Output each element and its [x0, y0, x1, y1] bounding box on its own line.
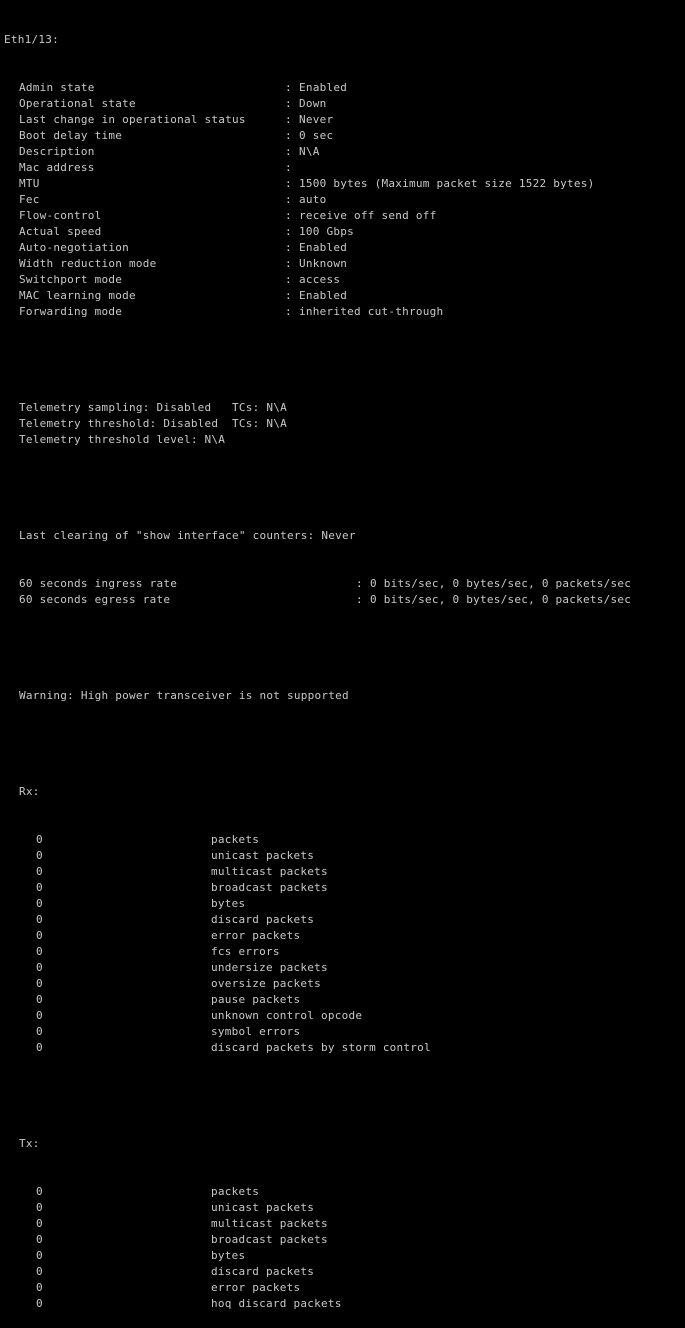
counter-row: [4, 1232, 685, 1248]
counter-label: multicast packets: [211, 1217, 328, 1230]
counter-row: [4, 992, 685, 1008]
counter-row: [4, 832, 685, 848]
property-separator: :: [285, 289, 292, 302]
property-value: Enabled: [299, 289, 348, 302]
counter-label: discard packets: [211, 1265, 315, 1278]
property-name: Fec: [19, 193, 40, 206]
property-row: [4, 128, 685, 144]
property-value: N\A: [299, 145, 320, 158]
counter-label: broadcast packets: [211, 1233, 328, 1246]
property-value: 0 sec: [299, 129, 334, 142]
property-row: [4, 80, 685, 96]
counter-value: 0: [36, 1201, 43, 1214]
counter-label: unknown control opcode: [211, 1009, 363, 1022]
counter-row: [4, 960, 685, 976]
counter-label: discard packets by storm control: [211, 1041, 431, 1054]
counter-row: [4, 976, 685, 992]
interface-properties: [4, 80, 685, 320]
property-name: Auto-negotiation: [19, 241, 129, 254]
property-name: Last change in operational status: [19, 113, 246, 126]
property-separator: :: [285, 113, 292, 126]
counter-value: 0: [36, 961, 43, 974]
terminal-output[interactable]: [4, 0, 685, 1310]
counters-clear-line: Last clearing of "show interface" counters: Never: [19, 529, 356, 542]
property-row: [4, 256, 685, 272]
counter-label: symbol errors: [211, 1025, 301, 1038]
rate-name: 60 seconds egress rate: [19, 593, 171, 606]
property-value: Unknown: [299, 257, 348, 270]
blank-line: [4, 480, 685, 496]
property-value: access: [299, 273, 341, 286]
counter-row: [4, 1200, 685, 1216]
property-name: MAC learning mode: [19, 289, 136, 302]
counter-label: fcs errors: [211, 945, 280, 958]
property-separator: :: [285, 257, 292, 270]
counter-row: [4, 1024, 685, 1040]
counter-label: hoq discard packets: [211, 1297, 342, 1310]
property-name: Flow-control: [19, 209, 102, 222]
counter-label: packets: [211, 1185, 260, 1198]
property-value: auto: [299, 193, 327, 206]
property-separator: :: [285, 161, 292, 174]
property-name: Admin state: [19, 81, 95, 94]
counter-value: 0: [36, 881, 43, 894]
counter-value: 0: [36, 913, 43, 926]
property-separator: :: [285, 145, 292, 158]
property-value: 1500 bytes (Maximum packet size 1522 bytes): [299, 177, 595, 190]
counter-label: error packets: [211, 1281, 301, 1294]
blank-line: [4, 736, 685, 752]
property-separator: :: [285, 177, 292, 190]
property-value: Never: [299, 113, 334, 126]
counter-row: [4, 880, 685, 896]
counter-row: [4, 912, 685, 928]
telemetry-line: Telemetry threshold level: N\A: [19, 433, 226, 446]
property-row: [4, 160, 685, 176]
property-row: [4, 144, 685, 160]
property-row: [4, 288, 685, 304]
counter-value: 0: [36, 1281, 43, 1294]
counter-row: [4, 1216, 685, 1232]
property-name: Mac address: [19, 161, 95, 174]
property-row: [4, 208, 685, 224]
counter-label: unicast packets: [211, 1201, 315, 1214]
property-separator: :: [285, 225, 292, 238]
counter-row: [4, 1296, 685, 1312]
counter-value: 0: [36, 945, 43, 958]
property-separator: :: [285, 209, 292, 222]
property-separator: :: [285, 273, 292, 286]
counter-value: 0: [36, 929, 43, 942]
counter-label: packets: [211, 833, 260, 846]
property-separator: :: [285, 241, 292, 254]
property-name: Width reduction mode: [19, 257, 157, 270]
rates-section: [4, 576, 685, 608]
property-name: Boot delay time: [19, 129, 123, 142]
counter-value: 0: [36, 1185, 43, 1198]
rate-value: 0 bits/sec, 0 bytes/sec, 0 packets/sec: [370, 593, 632, 606]
rate-name: 60 seconds ingress rate: [19, 577, 178, 590]
rx-counters: [4, 832, 685, 1056]
counter-value: 0: [36, 1009, 43, 1022]
rate-row: [4, 576, 685, 592]
counter-row: [4, 1040, 685, 1056]
property-row: [4, 240, 685, 256]
counter-value: 0: [36, 849, 43, 862]
property-row: [4, 96, 685, 112]
telemetry-line: Telemetry threshold: Disabled TCs: N\A: [19, 417, 288, 430]
counter-label: pause packets: [211, 993, 301, 1006]
tx-header: Tx:: [19, 1137, 40, 1150]
property-separator: :: [285, 193, 292, 206]
counter-label: bytes: [211, 897, 246, 910]
property-name: Description: [19, 145, 95, 158]
counter-row: [4, 1008, 685, 1024]
counter-value: 0: [36, 1265, 43, 1278]
property-value: 100 Gbps: [299, 225, 354, 238]
counter-value: 0: [36, 1217, 43, 1230]
tx-counters: [4, 1184, 685, 1312]
counter-value: 0: [36, 993, 43, 1006]
property-row: [4, 192, 685, 208]
counter-label: multicast packets: [211, 865, 328, 878]
counter-value: 0: [36, 1041, 43, 1054]
warning-message: Warning: High power transceiver is not supported: [19, 689, 349, 702]
counter-row: [4, 848, 685, 864]
property-separator: :: [285, 305, 292, 318]
blank-line: [4, 1088, 685, 1104]
counter-value: 0: [36, 1233, 43, 1246]
property-row: [4, 224, 685, 240]
property-row: [4, 304, 685, 320]
counter-value: 0: [36, 833, 43, 846]
property-separator: :: [285, 97, 292, 110]
counter-row: [4, 1264, 685, 1280]
property-name: Forwarding mode: [19, 305, 123, 318]
counter-row: [4, 1248, 685, 1264]
property-value: inherited cut-through: [299, 305, 444, 318]
property-value: Enabled: [299, 241, 348, 254]
counter-row: [4, 864, 685, 880]
property-separator: :: [285, 129, 292, 142]
property-value: Enabled: [299, 81, 348, 94]
property-name: Switchport mode: [19, 273, 123, 286]
counter-row: [4, 1184, 685, 1200]
property-name: MTU: [19, 177, 40, 190]
property-name: Actual speed: [19, 225, 102, 238]
rx-header: Rx:: [19, 785, 40, 798]
counter-label: error packets: [211, 929, 301, 942]
telemetry-line: Telemetry sampling: Disabled TCs: N\A: [19, 401, 288, 414]
counter-value: 0: [36, 1249, 43, 1262]
blank-line: [4, 640, 685, 656]
counter-value: 0: [36, 977, 43, 990]
counter-value: 0: [36, 1297, 43, 1310]
counter-label: broadcast packets: [211, 881, 328, 894]
blank-line: [4, 352, 685, 368]
counter-label: discard packets: [211, 913, 315, 926]
property-value: receive off send off: [299, 209, 437, 222]
property-separator: :: [285, 81, 292, 94]
counter-label: bytes: [211, 1249, 246, 1262]
rate-separator: :: [356, 577, 363, 590]
counter-value: 0: [36, 865, 43, 878]
rate-row: [4, 592, 685, 608]
counter-row: [4, 896, 685, 912]
counter-value: 0: [36, 897, 43, 910]
counter-row: [4, 928, 685, 944]
property-name: Operational state: [19, 97, 136, 110]
property-row: [4, 112, 685, 128]
counter-row: [4, 944, 685, 960]
rate-value: 0 bits/sec, 0 bytes/sec, 0 packets/sec: [370, 577, 632, 590]
counter-row: [4, 1280, 685, 1296]
counter-label: oversize packets: [211, 977, 321, 990]
property-row: [4, 272, 685, 288]
property-value: Down: [299, 97, 327, 110]
telemetry-section: [4, 400, 685, 448]
counter-label: undersize packets: [211, 961, 328, 974]
property-row: [4, 176, 685, 192]
counter-value: 0: [36, 1025, 43, 1038]
counter-label: unicast packets: [211, 849, 315, 862]
interface-name: Eth1/13:: [4, 33, 59, 46]
rate-separator: :: [356, 593, 363, 606]
